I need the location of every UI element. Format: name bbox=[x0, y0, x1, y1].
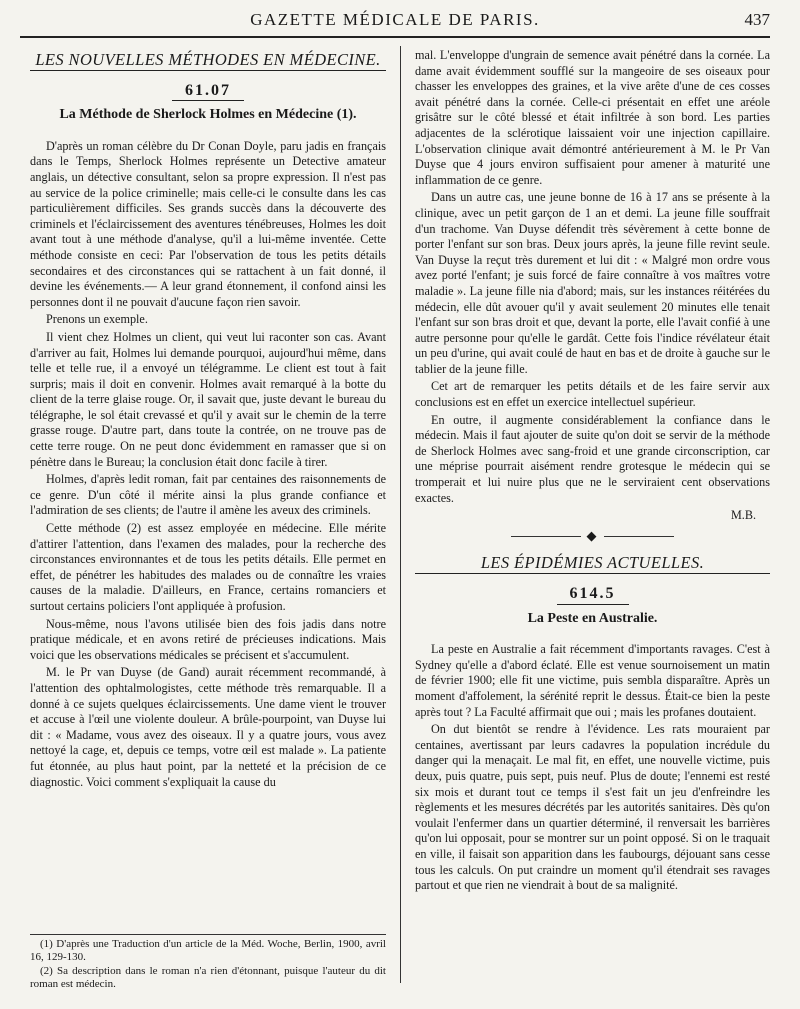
paragraph: En outre, il augmente considérablement la confiance dans le médecin. Mais il faut ajouter de suite qu'on doit se servir de la méthode de Sherlock Holmes avec sang-froid et une grande circonscription, car une méprise pourrait aisément rendre grotesque le médecin qui se tromperait et lui nuire plus que ne le serviraient cent observations exactes. bbox=[415, 412, 770, 505]
paragraph: Il vient chez Holmes un client, qui veut lui raconter son cas. Avant d'arriver au fait, Holmes lui demande pourquoi, aujourd'hui même, dans telle et telle rue, il a envoyé un télégramme. Le client est tout à fait surpris; mais il doit en convenir. Holmes avait remarqué à la botte du client de la terre glaise rouge. Or, il savait que, juste devant le bureau du télégraphe, le sol était crevassé et qu'il y avait sur le chemin de la terre grasse rouge. D'autre part, dans toute la contrée, on ne trouve pas de cette terre rouge. On ne peut donc évidemment en ramasser que si on pénètre dans le Bureau; la conclusion était donc facile à tirer. bbox=[30, 329, 386, 469]
classification-number: 614.5 bbox=[569, 585, 616, 602]
paragraph: Cet art de remarquer les petits détails et de les faire servir aux conclusions est en effet un exercice intellectuel supérieur. bbox=[415, 379, 770, 410]
paragraph: Nous-même, nous l'avons utilisée bien des fois jadis dans notre pratique médicale, et en avons retiré de précieuses indications. Mais voici que les observations médicales se précisent et s'accumulent. bbox=[30, 616, 386, 662]
paragraph: D'après un roman célèbre du Dr Conan Doyle, paru jadis en français dans le Temps, Sherlock Holmes représente un Detective amateur anglais, un détective consultant, selon sa propre expression. Il n'est pas au service de la police criminelle; mais celle-ci le consulte dans les cas particulièrement difficiles. Ses grands succès dans la découverte des criminels et l'éclaircissement des aventures ténébreuses, Holmes les doit avant tout à une méthode d'analyse, qu'il a lui-même inventée. Cette méthode consiste en ceci: Par l'observation de tous les petits détails secondaires et des circonstances qui se rattachent à un fait donné, il devine les événements.— A leur grand étonnement, il confond ainsi les personnes dont il ne pouvait d'aucune façon rien savoir. bbox=[30, 138, 386, 309]
section-number bbox=[415, 586, 770, 605]
paragraph: La peste en Australie a fait récemment d'importants ravages. C'est à Sydney qu'elle a d'abord éclaté. Elle est venue sournoisement un matin de février 1900; elle fit une victime, puis sembla disparaître. Après un moment d'affolement, la sérénité reprit le dessus. Était-ce bien la peste après tout ? La Faculté affirmait que oui ; mais les profanes doutaient. bbox=[415, 642, 770, 719]
column-divider bbox=[400, 46, 401, 983]
article-title-sherlock: La Méthode de Sherlock Holmes en Médecine (1). bbox=[59, 107, 357, 123]
footnotes bbox=[30, 934, 386, 992]
number-underline bbox=[557, 604, 629, 605]
ornamental-divider: ◆ bbox=[415, 528, 770, 544]
page-number: 437 bbox=[744, 10, 770, 29]
section-heading-epidemies: LES ÉPIDÉMIES ACTUELLES. bbox=[415, 555, 770, 574]
footnote: (1) D'après une Traduction d'un article de la Méd. Woche, Berlin, 1900, avril 16, 129-130. bbox=[30, 938, 386, 964]
paragraph: On dut bientôt se rendre à l'évidence. Les rats mouraient par centaines, avertissant par leurs cadavres la population incrédule du danger qui la menaçait. Le mal fit, en effet, une nouvelle victime, puis deux, puis quatre, puis sept, puis neuf. Plus de doute; l'ennemi est resté six mois et durant tout ce temps il s'est fait un jeu d'enfreindre les règlements et les mesures décrétés par les autorités sanitaires. Dès qu'on voulait l'enfermer dans un quartier déterminé, il renversait les barrières qu'on lui opposait, pour se montrer sur un point opposé. Si on le traquait en ville, il faisait son apparition dans les faubourgs, déjouant sans cesse tous les calculs. On put craindre un moment qu'il étendrait ses ravages partout et que rien ne viendrait à bout de sa malignité. bbox=[415, 722, 770, 893]
right-column bbox=[415, 48, 770, 987]
paragraph: Dans un autre cas, une jeune bonne de 16 à 17 ans se présente à la clinique, avec un petit garçon de 1 an et demi. La jeune fille souffrait d'un trachome. Van Duyse défendit très sévèrement à cette bonne de porter l'enfant sur son bras. Deux jours après, la jeune fille revint seule. Van Duyse la reçut très durement et lui dit : « Malgré mon ordre vous avez porté l'enfant; je suis forcé de faire connaître à vos maîtres votre maladie ». La jeune fille nia d'abord; mais, sur les instances réitérées du médecin, elle dût avouer qu'il y avait seulement 20 minutes elle tenait l'enfant sur son bras droit et que, devant la porte, elle l'avait confié à une autre personne pour qu'elle le gardât. Cette fois l'indice révélateur était un peu d'urine, qui avait coulé de haut en bas et de droite à gauche sur le tablier de la jeune fille. bbox=[415, 190, 770, 376]
footnote: (2) Sa description dans le roman n'a rien d'étonnant, puisque l'auteur du dit roman est médecin. bbox=[30, 964, 386, 991]
article-title-peste: La Peste en Australie. bbox=[527, 610, 658, 626]
paragraph: mal. L'enveloppe d'ungrain de semence avait pénétré dans la cornée. La dame avait évidemment soufflé sur la mangeoire de ses oiseaux pour chasser les enveloppes des graines, et la vive arête d'une de ces cosses avait pénétré dans la cornée. Celle-ci présentait en effet une aréole grisâtre sur le côté blessé et était infiltrée à son bord. Les parties adjacentes de la sclérotique laissaient voir une injection capillaire. L'observation clinique avait démontré antérieurement à M. le Pr Van Duyse que 4 jours environ suffisaient pour amener à maturité une inflammation de ce genre. bbox=[415, 48, 770, 187]
section-heading-methodes: LES NOUVELLES MÉTHODES EN MÉDECINE. bbox=[30, 52, 386, 71]
section-number bbox=[30, 83, 386, 102]
left-column bbox=[30, 48, 386, 987]
journal-title: GAZETTE MÉDICALE DE PARIS. bbox=[250, 10, 540, 29]
running-head bbox=[20, 10, 770, 38]
paragraph: Holmes, d'après ledit roman, fait par centaines des raisonnements de ce genre. D'un côté il mérite ainsi la plus grande confiance et l'admiration de ses clients; de l'autre il amène les aveux des criminels. bbox=[30, 472, 386, 518]
number-underline bbox=[172, 100, 244, 101]
divider-line bbox=[604, 536, 674, 537]
paragraph: M. le Pr van Duyse (de Gand) aurait récemment recommandé, à l'attention des ophtalmologistes, cette méthode très remarquable. Il a donné à ce sujets quelques éclaircissements. Une dame vient le trouver et accuse à l'œil une violente douleur. A brûle-pourpoint, van Duyse lui dit : « Madame, vous avez des oiseaux. Il y a quatre jours, vous avez nettoyé la cage, et, depuis ce temps, votre œil est malade ». La patiente fut étonnée, au plus haut point, par la netteté et la précision de ce diagnostic. Voici comment s'expliquait la cause du bbox=[30, 665, 386, 789]
classification-number: 61.07 bbox=[185, 81, 231, 99]
author-signature: M.B. bbox=[730, 508, 756, 523]
paragraph: Prenons un exemple. bbox=[46, 312, 148, 327]
paragraph: Cette méthode (2) est assez employée en médecine. Elle mérite d'attirer l'attention, dans l'examen des malades, pour la recherche des circonstances environnantes et de tous les petits détails. Elle permet en effet, de pénétrer les habitudes des malades ou de connaître les vraies causes de la maladie. D'ailleurs, en France, certains romanciers et surtout certains policiers l'ont appliquée à profusion. bbox=[30, 521, 386, 613]
divider-line bbox=[511, 536, 581, 537]
